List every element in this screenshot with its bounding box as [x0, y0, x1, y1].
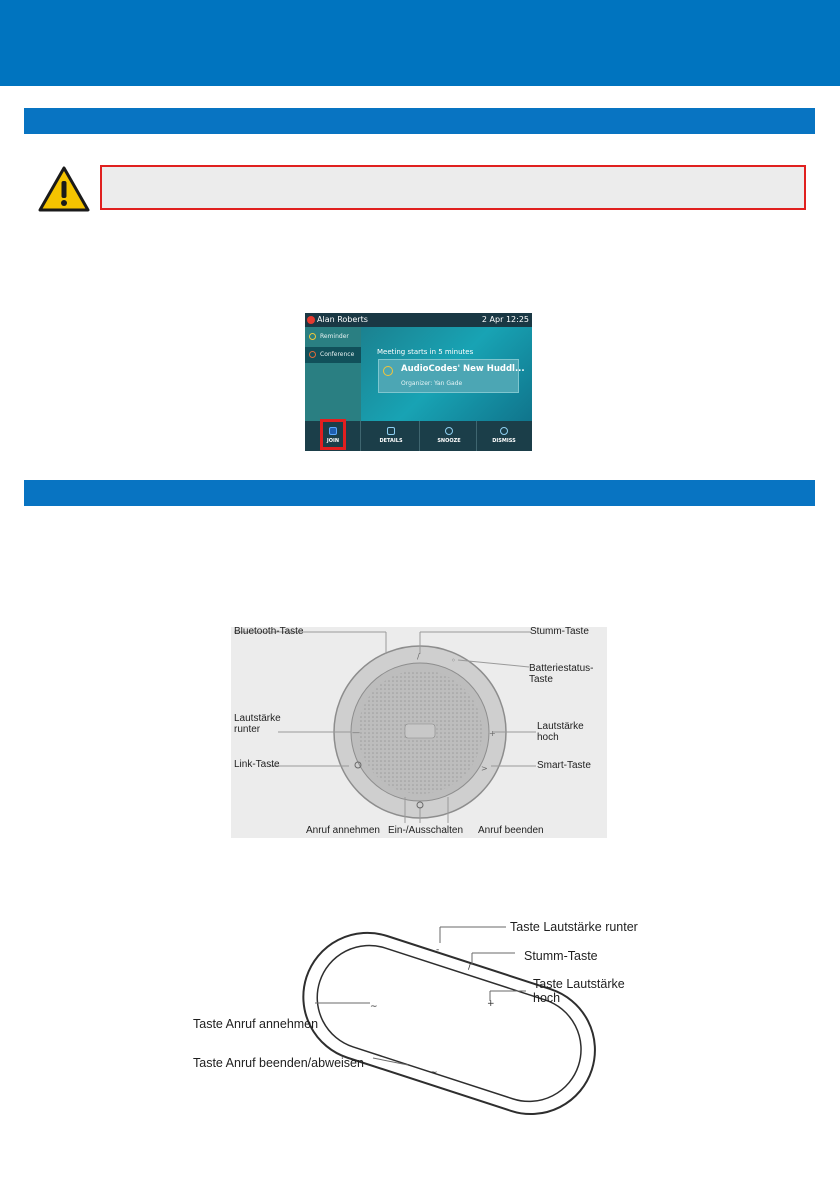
warning-icon — [38, 166, 90, 212]
sidebar-item-conference[interactable] — [305, 347, 361, 363]
label-mute: Stumm-Taste — [530, 627, 589, 637]
softkey-divider — [360, 421, 361, 451]
softkey-dismiss[interactable] — [484, 421, 524, 451]
alarm-clock-icon — [309, 333, 316, 340]
softkey-label: SNOOZE — [437, 438, 461, 444]
alarm-clock-icon — [383, 366, 393, 376]
meeting-title: AudioCodes' New Huddl... — [401, 364, 525, 374]
label-oval-volume-up: Taste Lautstärke — [533, 977, 625, 991]
section-bar-2 — [24, 480, 815, 506]
svg-text:◦: ◦ — [451, 656, 456, 665]
dismiss-icon — [500, 427, 508, 435]
softkey-divider — [419, 421, 420, 451]
softkey-label: JOIN — [326, 438, 340, 444]
svg-text:+: + — [487, 999, 495, 1009]
label-oval-volume-down: Taste Lautstärke runter — [510, 920, 638, 934]
snooze-icon — [445, 427, 453, 435]
svg-text:>: > — [481, 764, 488, 773]
label-power: Ein-/Ausschalten — [388, 825, 464, 836]
svg-text:/: / — [468, 962, 472, 972]
label-end-call: Anruf beenden — [478, 825, 544, 836]
label-oval-volume-up-2: hoch — [533, 991, 561, 1005]
section-bar-1 — [24, 108, 815, 134]
label-smart: Smart-Taste — [537, 760, 591, 771]
svg-text:+: + — [489, 729, 496, 738]
label-volume-up-2: hoch — [537, 732, 559, 743]
label-oval-end-call: Taste Anruf beenden/abweisen — [193, 1056, 364, 1070]
sidebar-item-reminder[interactable] — [305, 329, 361, 345]
speaker-diagram — [231, 627, 607, 838]
softkey-divider — [476, 421, 477, 451]
page-header-bar — [0, 0, 840, 86]
status-bar — [305, 313, 532, 327]
presence-icon — [307, 316, 315, 324]
reminder-message: Meeting starts in 5 minutes — [377, 348, 474, 356]
label-battery-2: Taste — [529, 674, 553, 685]
sidebar-item-label: Reminder — [320, 333, 349, 340]
label-answer: Anruf annehmen — [306, 825, 380, 836]
label-link: Link-Taste — [234, 759, 280, 770]
conference-icon — [309, 351, 316, 358]
warning-box — [100, 165, 806, 210]
svg-text:—: — — [352, 728, 360, 737]
svg-text:-: - — [436, 945, 440, 955]
sidebar — [305, 327, 361, 421]
softkey-label: DETAILS — [379, 438, 403, 444]
label-volume-up: Lautstärke — [537, 721, 584, 732]
caller-name: Alan Roberts — [317, 315, 368, 324]
svg-text:/: / — [417, 652, 420, 661]
details-icon — [387, 427, 395, 435]
softkey-label: DISMISS — [492, 438, 516, 444]
softkey-snooze[interactable] — [429, 421, 469, 451]
meeting-organizer: Organizer: Yan Gade — [401, 380, 463, 387]
label-oval-answer: Taste Anruf annehmen — [193, 1017, 319, 1031]
softkey-details[interactable] — [371, 421, 411, 451]
label-battery: Batteriestatus- — [529, 663, 594, 674]
svg-text:~: ~ — [430, 1068, 438, 1078]
label-volume-down-2: runter — [234, 724, 261, 735]
sidebar-item-label: Conference — [320, 351, 355, 358]
datetime: 2 Apr 12:25 — [481, 315, 529, 324]
label-volume-down: Lautstärke — [234, 713, 281, 724]
join-highlight — [320, 419, 346, 450]
meeting-card[interactable] — [378, 359, 525, 393]
label-bluetooth: Bluetooth-Taste — [234, 627, 304, 637]
svg-text:~: ~ — [370, 1002, 378, 1012]
label-oval-mute: Stumm-Taste — [524, 949, 598, 963]
